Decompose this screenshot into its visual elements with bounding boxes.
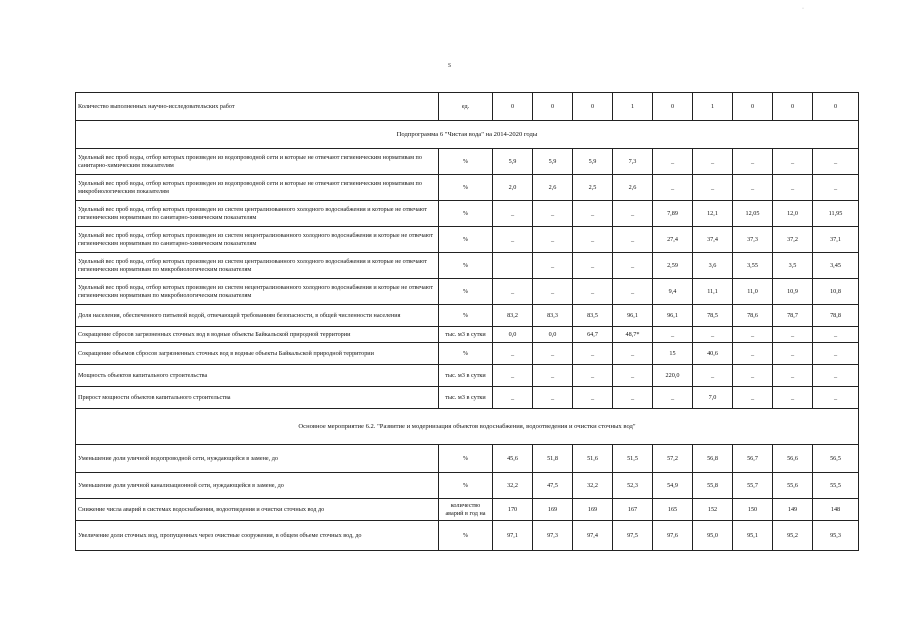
value-cell: 95,3: [813, 521, 859, 551]
value-cell: 3,5: [773, 253, 813, 279]
value-cell: _: [733, 327, 773, 343]
value-cell: 56,7: [733, 445, 773, 473]
value-cell: _: [733, 149, 773, 175]
value-cell: 55,7: [733, 473, 773, 499]
value-cell: 78,6: [733, 305, 773, 327]
value-cell: 48,7*: [613, 327, 653, 343]
unit-cell: ед.: [439, 93, 493, 121]
value-cell: _: [533, 279, 573, 305]
table-row: [76, 253, 859, 279]
value-cell: 97,5: [613, 521, 653, 551]
value-cell: 64,7: [573, 327, 613, 343]
value-cell: _: [533, 227, 573, 253]
value-cell: 97,4: [573, 521, 613, 551]
value-cell: 32,2: [493, 473, 533, 499]
section-row: [76, 409, 859, 445]
value-cell: _: [493, 365, 533, 387]
value-cell: 12,0: [773, 201, 813, 227]
value-cell: 78,8: [813, 305, 859, 327]
table-row: [76, 175, 859, 201]
value-cell: _: [613, 201, 653, 227]
value-cell: 56,8: [693, 445, 733, 473]
value-cell: _: [533, 253, 573, 279]
unit-cell: %: [439, 253, 493, 279]
table-row: [76, 521, 859, 551]
value-cell: 2,0: [493, 175, 533, 201]
value-cell: _: [573, 279, 613, 305]
value-cell: _: [613, 279, 653, 305]
value-cell: 97,6: [653, 521, 693, 551]
indicator-name: Увеличение доли сточных вод, пропущенных через очистные сооружения, в общем объеме сточных вод, до: [76, 521, 439, 551]
value-cell: 37,2: [773, 227, 813, 253]
value-cell: 2,5: [573, 175, 613, 201]
indicator-name: Мощность объектов капитального строительства: [76, 365, 439, 387]
value-cell: _: [573, 343, 613, 365]
value-cell: 2,6: [613, 175, 653, 201]
section-row: [76, 121, 859, 149]
value-cell: _: [533, 201, 573, 227]
unit-cell: %: [439, 445, 493, 473]
unit-cell: %: [439, 473, 493, 499]
value-cell: 11,0: [733, 279, 773, 305]
value-cell: 0: [573, 93, 613, 121]
indicator-name: Сокращение объемов сбросов загрязненных сточных вод в водные объекты Байкальской природной территории: [76, 343, 439, 365]
value-cell: 152: [693, 499, 733, 521]
value-cell: 0: [493, 93, 533, 121]
value-cell: 9,4: [653, 279, 693, 305]
value-cell: 51,6: [573, 445, 613, 473]
value-cell: [493, 253, 533, 279]
value-cell: 83,5: [573, 305, 613, 327]
value-cell: _: [573, 227, 613, 253]
value-cell: 37,4: [693, 227, 733, 253]
value-cell: 51,5: [613, 445, 653, 473]
value-cell: _: [653, 175, 693, 201]
table-row: [76, 365, 859, 387]
value-cell: _: [813, 149, 859, 175]
unit-cell: тыс. м3 в сутки: [439, 387, 493, 409]
value-cell: 0: [653, 93, 693, 121]
value-cell: 95,1: [733, 521, 773, 551]
unit-cell: тыс. м3 в сутки: [439, 365, 493, 387]
unit-cell: %: [439, 305, 493, 327]
value-cell: 11,1: [693, 279, 733, 305]
unit-cell: %: [439, 175, 493, 201]
value-cell: 7,89: [653, 201, 693, 227]
value-cell: 165: [653, 499, 693, 521]
value-cell: _: [493, 201, 533, 227]
page-mark: s: [448, 60, 452, 69]
value-cell: 5,9: [493, 149, 533, 175]
value-cell: 15: [653, 343, 693, 365]
value-cell: 27,4: [653, 227, 693, 253]
value-cell: 7,0: [693, 387, 733, 409]
unit-cell: количество аварий в год на: [439, 499, 493, 521]
indicator-name: Уменьшение доли уличной водопроводной сети, нуждающейся в замене, до: [76, 445, 439, 473]
value-cell: _: [493, 279, 533, 305]
value-cell: 10,8: [813, 279, 859, 305]
value-cell: _: [733, 343, 773, 365]
value-cell: _: [693, 365, 733, 387]
value-cell: _: [613, 387, 653, 409]
section-title: Основное мероприятие 6.2. "Развитие и модернизация объектов водоснабжения, водоотведения и очистки сточных вод": [76, 409, 859, 445]
value-cell: _: [573, 253, 613, 279]
value-cell: 3,55: [733, 253, 773, 279]
value-cell: 0: [533, 93, 573, 121]
value-cell: _: [573, 387, 613, 409]
value-cell: 96,1: [613, 305, 653, 327]
value-cell: _: [653, 149, 693, 175]
value-cell: 149: [773, 499, 813, 521]
value-cell: _: [693, 175, 733, 201]
indicator-name: Уменьшение доли уличной канализационной сети, нуждающейся в замене, до: [76, 473, 439, 499]
value-cell: _: [773, 149, 813, 175]
table-row: [76, 327, 859, 343]
value-cell: 37,1: [813, 227, 859, 253]
value-cell: 1: [613, 93, 653, 121]
value-cell: _: [733, 387, 773, 409]
value-cell: 97,1: [493, 521, 533, 551]
value-cell: _: [773, 343, 813, 365]
value-cell: 78,7: [773, 305, 813, 327]
value-cell: _: [613, 365, 653, 387]
value-cell: 3,6: [693, 253, 733, 279]
value-cell: 7,3: [613, 149, 653, 175]
value-cell: _: [493, 387, 533, 409]
value-cell: 0,0: [533, 327, 573, 343]
value-cell: _: [773, 365, 813, 387]
value-cell: 0: [813, 93, 859, 121]
value-cell: _: [613, 227, 653, 253]
value-cell: _: [813, 327, 859, 343]
value-cell: _: [533, 387, 573, 409]
value-cell: _: [773, 327, 813, 343]
value-cell: 5,9: [573, 149, 613, 175]
indicator-name: Удельный вес проб воды, отбор которых произведен из систем централизованного холодного водоснабжения и которые не отвечают гигиеническим нормативам по микробиологическим показателям: [76, 253, 439, 279]
indicator-name: Доля населения, обеспеченного питьевой водой, отвечающей требованиям безопасности, в общей численности населения: [76, 305, 439, 327]
value-cell: 52,3: [613, 473, 653, 499]
value-cell: 0,0: [493, 327, 533, 343]
value-cell: _: [733, 175, 773, 201]
value-cell: _: [573, 365, 613, 387]
value-cell: 11,95: [813, 201, 859, 227]
value-cell: _: [773, 175, 813, 201]
value-cell: 37,3: [733, 227, 773, 253]
value-cell: 45,6: [493, 445, 533, 473]
indicator-name: Удельный вес проб воды, отбор которых произведен из систем централизованного холодного водоснабжения и которые не отвечают гигиеническим нормативам по санитарно-химическим показателям: [76, 201, 439, 227]
value-cell: _: [813, 387, 859, 409]
value-cell: 2,6: [533, 175, 573, 201]
indicator-name: Снижение числа аварий в системах водоснабжения, водоотведения и очистки сточных вод до: [76, 499, 439, 521]
value-cell: 12,05: [733, 201, 773, 227]
table-row: [76, 201, 859, 227]
table-row: [76, 149, 859, 175]
value-cell: _: [653, 387, 693, 409]
value-cell: 55,6: [773, 473, 813, 499]
value-cell: 51,8: [533, 445, 573, 473]
value-cell: 10,9: [773, 279, 813, 305]
value-cell: _: [493, 227, 533, 253]
unit-cell: тыс. м3 в сутки: [439, 327, 493, 343]
indicator-name: Прирост мощности объектов капитального строительства: [76, 387, 439, 409]
unit-cell: %: [439, 279, 493, 305]
value-cell: _: [653, 327, 693, 343]
value-cell: 56,5: [813, 445, 859, 473]
table-row: [76, 279, 859, 305]
value-cell: _: [493, 343, 533, 365]
value-cell: _: [613, 343, 653, 365]
table-row: [76, 473, 859, 499]
value-cell: 55,5: [813, 473, 859, 499]
value-cell: 83,2: [493, 305, 533, 327]
unit-cell: %: [439, 521, 493, 551]
value-cell: _: [693, 327, 733, 343]
unit-cell: %: [439, 227, 493, 253]
value-cell: 55,8: [693, 473, 733, 499]
value-cell: 57,2: [653, 445, 693, 473]
value-cell: 148: [813, 499, 859, 521]
value-cell: _: [773, 387, 813, 409]
value-cell: 47,5: [533, 473, 573, 499]
indicator-name: Удельный вес проб воды, отбор которых произведен из систем нецентрализованного холодного водоснабжения и которые не отвечают гигиеническим нормативам по санитарно-химическим показателям: [76, 227, 439, 253]
indicator-name: Удельный вес проб воды, отбор которых произведен из систем нецентрализованного холодного водоснабжения и которые не отвечают гигиеническим нормативам по микробиологическим показателям: [76, 279, 439, 305]
unit-cell: %: [439, 343, 493, 365]
value-cell: _: [533, 343, 573, 365]
value-cell: 56,6: [773, 445, 813, 473]
indicator-name: Сокращение сбросов загрязненных сточных вод в водные объекты Байкальской природной территории: [76, 327, 439, 343]
table-row: [76, 93, 859, 121]
value-cell: 12,1: [693, 201, 733, 227]
value-cell: _: [813, 343, 859, 365]
table-row: [76, 499, 859, 521]
indicator-name: Удельный вес проб воды, отбор которых произведен из водопроводной сети и которые не отвечают гигиеническим нормативам по санитарно-химическим показателям: [76, 149, 439, 175]
value-cell: 150: [733, 499, 773, 521]
value-cell: _: [533, 365, 573, 387]
value-cell: 83,3: [533, 305, 573, 327]
unit-cell: %: [439, 149, 493, 175]
value-cell: 97,3: [533, 521, 573, 551]
value-cell: 54,9: [653, 473, 693, 499]
value-cell: 220,0: [653, 365, 693, 387]
value-cell: 1: [693, 93, 733, 121]
value-cell: _: [733, 365, 773, 387]
table-row: [76, 343, 859, 365]
table-row: [76, 305, 859, 327]
value-cell: 170: [493, 499, 533, 521]
table-row: [76, 227, 859, 253]
value-cell: 167: [613, 499, 653, 521]
section-title: Подпрограмма 6 "Чистая вода" на 2014-2020 годы: [76, 121, 859, 149]
value-cell: 3,45: [813, 253, 859, 279]
value-cell: 96,1: [653, 305, 693, 327]
value-cell: 5,9: [533, 149, 573, 175]
value-cell: _: [613, 253, 653, 279]
corner-mark: ·: [802, 6, 804, 12]
value-cell: 169: [573, 499, 613, 521]
value-cell: 95,2: [773, 521, 813, 551]
value-cell: 95,0: [693, 521, 733, 551]
table-row: [76, 387, 859, 409]
value-cell: 0: [733, 93, 773, 121]
value-cell: _: [813, 365, 859, 387]
value-cell: _: [813, 175, 859, 201]
value-cell: _: [573, 201, 613, 227]
value-cell: 32,2: [573, 473, 613, 499]
value-cell: _: [693, 149, 733, 175]
value-cell: 2,59: [653, 253, 693, 279]
unit-cell: %: [439, 201, 493, 227]
value-cell: 78,5: [693, 305, 733, 327]
value-cell: 0: [773, 93, 813, 121]
indicators-table: [75, 92, 859, 551]
table-row: [76, 445, 859, 473]
indicator-name: Количество выполненных научно-исследовательских работ: [76, 93, 439, 121]
indicator-name: Удельный вес проб воды, отбор которых произведен из водопроводной сети и которые не отвечают гигиеническим нормативам по микробиологическим показателям: [76, 175, 439, 201]
value-cell: 40,6: [693, 343, 733, 365]
value-cell: 169: [533, 499, 573, 521]
